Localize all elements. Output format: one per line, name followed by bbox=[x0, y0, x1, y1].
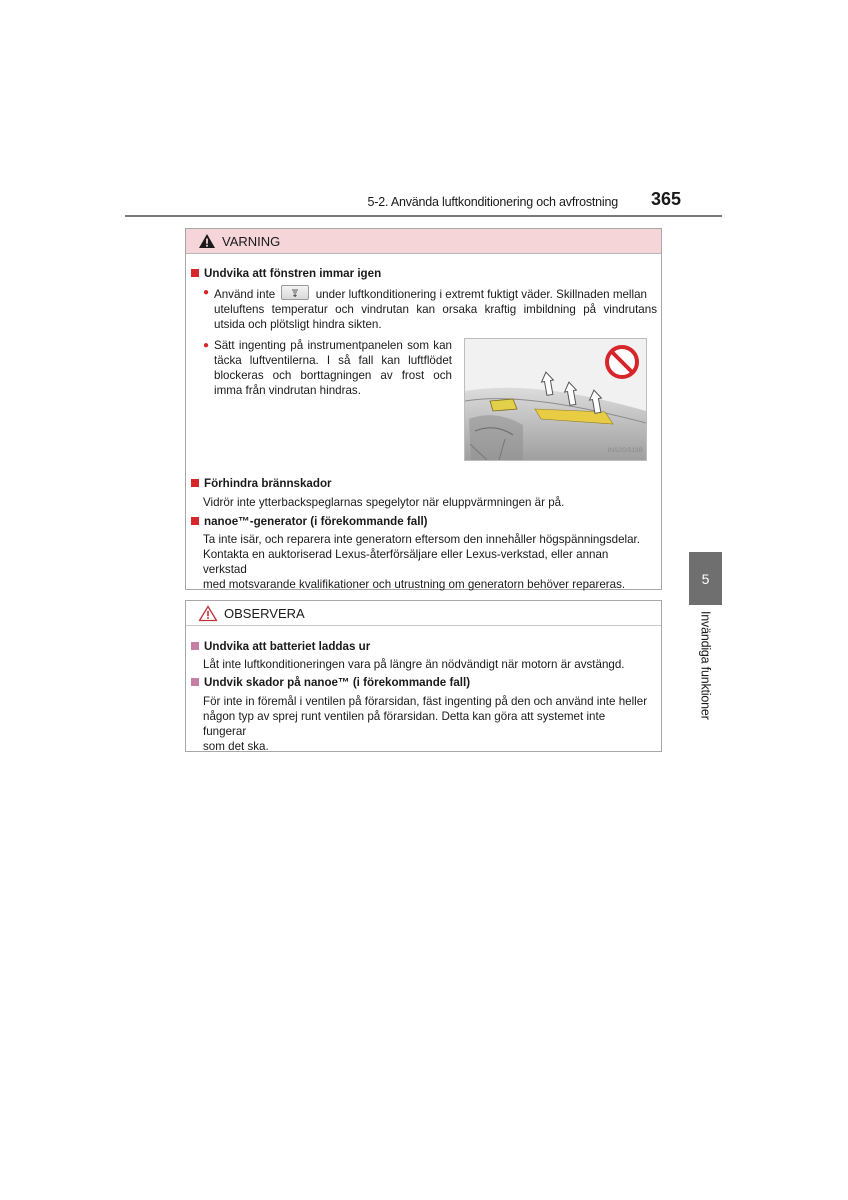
warning-item-text: Ta inte isär, och reparera inte generatorn eftersom den innehåller högspänningsdelar. Kontakta en auktoriserad Lexus-återförsäljare eller Lexus-verkstad, eller annan verkstad med motsvarande kvalifikationer och utrustning om generatorn behöver repareras. bbox=[203, 533, 640, 591]
warning-triangle-icon bbox=[198, 233, 216, 249]
caution-triangle-icon bbox=[198, 605, 218, 622]
prohibited-icon bbox=[607, 347, 637, 377]
warning-title: VARNING bbox=[222, 233, 281, 249]
dashboard-vent-figure bbox=[464, 338, 647, 461]
notice-header bbox=[186, 601, 661, 626]
header-rule bbox=[125, 215, 722, 217]
pink-square-marker-icon bbox=[191, 642, 199, 650]
warning-item-heading: Undvika att fönstren immar igen bbox=[191, 266, 381, 281]
notice-item-text: För inte in föremål i ventilen på förarsidan, fäst ingenting på den och använd inte heller någon typ av sprej runt ventilen på förarsidan. Detta kan göra att systemet inte fungerar som det ska. bbox=[203, 695, 648, 753]
warning-header bbox=[186, 229, 661, 254]
red-square-marker-icon bbox=[191, 517, 199, 525]
red-square-marker-icon bbox=[191, 479, 199, 487]
figure-code: INS2GS18B bbox=[607, 447, 643, 454]
bullet-icon: ● bbox=[203, 340, 210, 351]
chapter-label-text: Invändiga funktioner bbox=[698, 611, 713, 720]
section-title: 5-2. Använda luftkonditionering och avfrostning bbox=[367, 195, 618, 209]
notice-item-text: Låt inte luftkonditioneringen vara på längre än nödvändigt när motorn är avstängd. bbox=[203, 658, 625, 671]
pink-square-marker-icon bbox=[191, 678, 199, 686]
warning-bullet-text: Sätt ingenting på instrumentpanelen som kan täcka luftventilerna. I så fall kan luftflödet blockeras och borttagningen av frost och imma från vindrutan hindras. bbox=[214, 339, 452, 397]
defrost-button-icon bbox=[281, 285, 309, 300]
chapter-tab[interactable] bbox=[689, 552, 722, 605]
red-square-marker-icon bbox=[191, 269, 199, 277]
page-number: 365 bbox=[650, 189, 682, 209]
chapter-label bbox=[689, 611, 722, 741]
warning-box bbox=[185, 228, 662, 590]
bullet-icon: ● bbox=[203, 287, 210, 298]
warning-item-text: Vidrör inte ytterbackspeglarnas spegelytor när eluppvärmningen är på. bbox=[203, 496, 565, 509]
notice-box bbox=[185, 600, 662, 752]
warning-item-heading: Förhindra brännskador bbox=[191, 476, 332, 491]
warning-item-heading: nanoe™-generator (i förekommande fall) bbox=[191, 514, 428, 529]
notice-item-heading: Undvika att batteriet laddas ur bbox=[191, 639, 370, 654]
notice-title: OBSERVERA bbox=[224, 605, 305, 621]
chapter-number: 5 bbox=[701, 570, 710, 587]
notice-item-heading: Undvik skador på nanoe™ (i förekommande fall) bbox=[191, 675, 470, 690]
warning-bullet-text: Använd inte under luftkonditionering i extremt fuktigt väder. Skillnaden mellan uteluftens temperatur och vindrutan kan orsaka kraftig imbildning på vindrutans utsida och plötsligt hindra sikten. bbox=[214, 285, 657, 332]
